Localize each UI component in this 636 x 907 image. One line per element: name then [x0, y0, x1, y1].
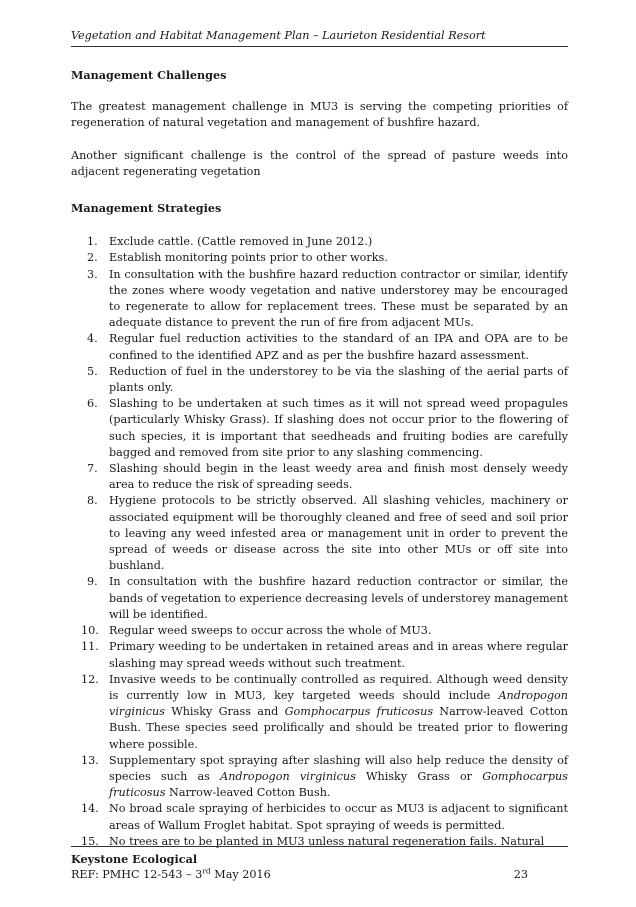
list-item-text: In consultation with the bushfire hazard reduction contractor or similar, the bands of vegetation to experience decreasing levels of understorey management will be identified. — [109, 575, 568, 621]
list-item — [71, 639, 568, 671]
list-item-number: 3. — [87, 267, 98, 281]
text-run: Narrow-leaved Cotton Bush. — [165, 786, 331, 800]
species-name: Andropogon virginicus — [220, 769, 356, 783]
list-item — [71, 672, 568, 753]
list-item-text: Establish monitoring points prior to other works. — [109, 251, 388, 265]
list-item-number: 7. — [87, 462, 98, 476]
challenges-paragraph-1: The greatest management challenge in MU3 is serving the competing priorities of regeneration of natural vegetation and management of bushfire hazard. — [71, 100, 568, 130]
list-item-number: 2. — [87, 251, 98, 265]
challenges-heading: Management Challenges — [71, 68, 227, 82]
list-item-text: Primary weeding to be undertaken in retained areas and in areas where regular slashing may spread weeds without such treatment. — [109, 640, 568, 670]
list-item — [71, 250, 568, 266]
text-run: Whisky Grass or — [355, 769, 483, 783]
list-item — [71, 234, 568, 250]
list-item — [71, 364, 568, 396]
text-run: Narrow-leaved Cotton Bush. These species seed prolifically and should be treated prior to flowering where possible. — [109, 705, 568, 751]
strategies-heading: Management Strategies — [71, 201, 222, 216]
list-item-number: 11. — [81, 640, 99, 654]
list-item-text: Slashing to be undertaken at such times as it will not spread weed propagules (particularly Whisky Grass). If slashing does not occur prior to the flowering of such species, it is important that seedheads and fruiting bodies are carefully bagged and removed from site prior to any slashing commencing. — [109, 397, 568, 459]
list-item-text: No trees are to be planted in MU3 unless natural regeneration fails. Natural — [109, 834, 545, 848]
header-divider — [71, 46, 568, 47]
list-item-text: Reduction of fuel in the understorey to be via the slashing of the aerial parts of plants only. — [109, 364, 568, 395]
list-item — [71, 834, 568, 850]
list-item-text: Slashing should begin in the least weedy area and finish most densely weedy area to reduce the risk of spreading seeds. — [109, 462, 568, 492]
list-item-number: 6. — [87, 397, 98, 411]
page-content — [71, 67, 568, 850]
footer-ref-superscript: rd — [202, 866, 211, 876]
footer-reference — [71, 867, 568, 883]
page-number: 23 — [513, 868, 528, 881]
list-item-number: 8. — [87, 494, 98, 508]
text-run: Invasive weeds to be continually controlled as required. Although weed density is currently low in MU3, key targeted weeds should include — [109, 672, 568, 702]
list-item — [71, 396, 568, 461]
list-item-number: 12. — [81, 672, 99, 686]
footer-company: Keystone Ecological — [71, 852, 198, 866]
running-header: Vegetation and Habitat Management Plan – Laurieton Residential Resort — [71, 29, 486, 42]
list-item — [71, 801, 568, 833]
list-item — [71, 331, 568, 363]
list-item-text — [109, 673, 568, 751]
list-item-text: Hygiene protocols to be strictly observed. All slashing vehicles, machinery or associated equipment will be thoroughly cleaned and free of seed and soil prior to leaving any weed infested area or management unit in order to prevent the spread of weeds or disease across the site into other MUs or off site into bushland. — [109, 494, 568, 573]
list-item — [71, 623, 568, 639]
species-name: Gomphocarpus fruticosus — [109, 769, 568, 800]
list-item — [71, 493, 568, 574]
list-item-text: Regular weed sweeps to occur across the whole of MU3. — [109, 624, 432, 638]
footer-ref-prefix: REF: PMHC 12-543 – 3 — [71, 868, 203, 881]
text-run: Supplementary spot spraying after slashing will also help reduce the density of species such as — [109, 753, 568, 783]
list-item-text: No broad scale spraying of herbicides to occur as MU3 is adjacent to significant areas of Wallum Froglet habitat. Spot spraying of weeds is permitted. — [109, 802, 568, 832]
list-item-number: 9. — [87, 575, 98, 589]
list-item-text — [109, 754, 568, 799]
list-item — [71, 753, 568, 802]
list-item-number: 14. — [81, 802, 99, 816]
footer-ref-suffix: May 2016 — [210, 868, 271, 881]
species-name: Andropogon virginicus — [109, 688, 568, 719]
challenges-paragraph-2: Another significant challenge is the control of the spread of pasture weeds into adjacent regenerating vegetation — [71, 148, 568, 178]
list-item-text: Regular fuel reduction activities to the standard of an IPA and OPA are to be confined to the identified APZ and as per the bushfire hazard assessment. — [109, 332, 568, 362]
text-run: Whisky Grass and — [164, 705, 285, 719]
list-item-number: 4. — [87, 332, 98, 346]
list-item-number: 13. — [81, 753, 99, 767]
list-item-number: 15. — [81, 834, 99, 848]
list-item — [71, 267, 568, 332]
species-name: Gomphocarpus fruticosus — [284, 705, 434, 719]
list-item — [71, 461, 568, 493]
page-footer — [71, 851, 568, 883]
strategies-list — [71, 234, 568, 850]
list-item-number: 5. — [87, 364, 98, 378]
list-item-number: 10. — [81, 624, 99, 638]
list-item — [71, 574, 568, 623]
list-item-text: Exclude cattle. (Cattle removed in June 2012.) — [109, 235, 373, 249]
list-item-text: In consultation with the bushfire hazard reduction contractor or similar, identify the zones where woody vegetation and native understorey may be encouraged to regenerate to allow for replacement trees. These must be separated by an adequate distance to prevent the run of fire from adjacent MUs. — [109, 267, 568, 330]
footer-divider — [71, 846, 568, 847]
list-item-number: 1. — [87, 235, 98, 249]
